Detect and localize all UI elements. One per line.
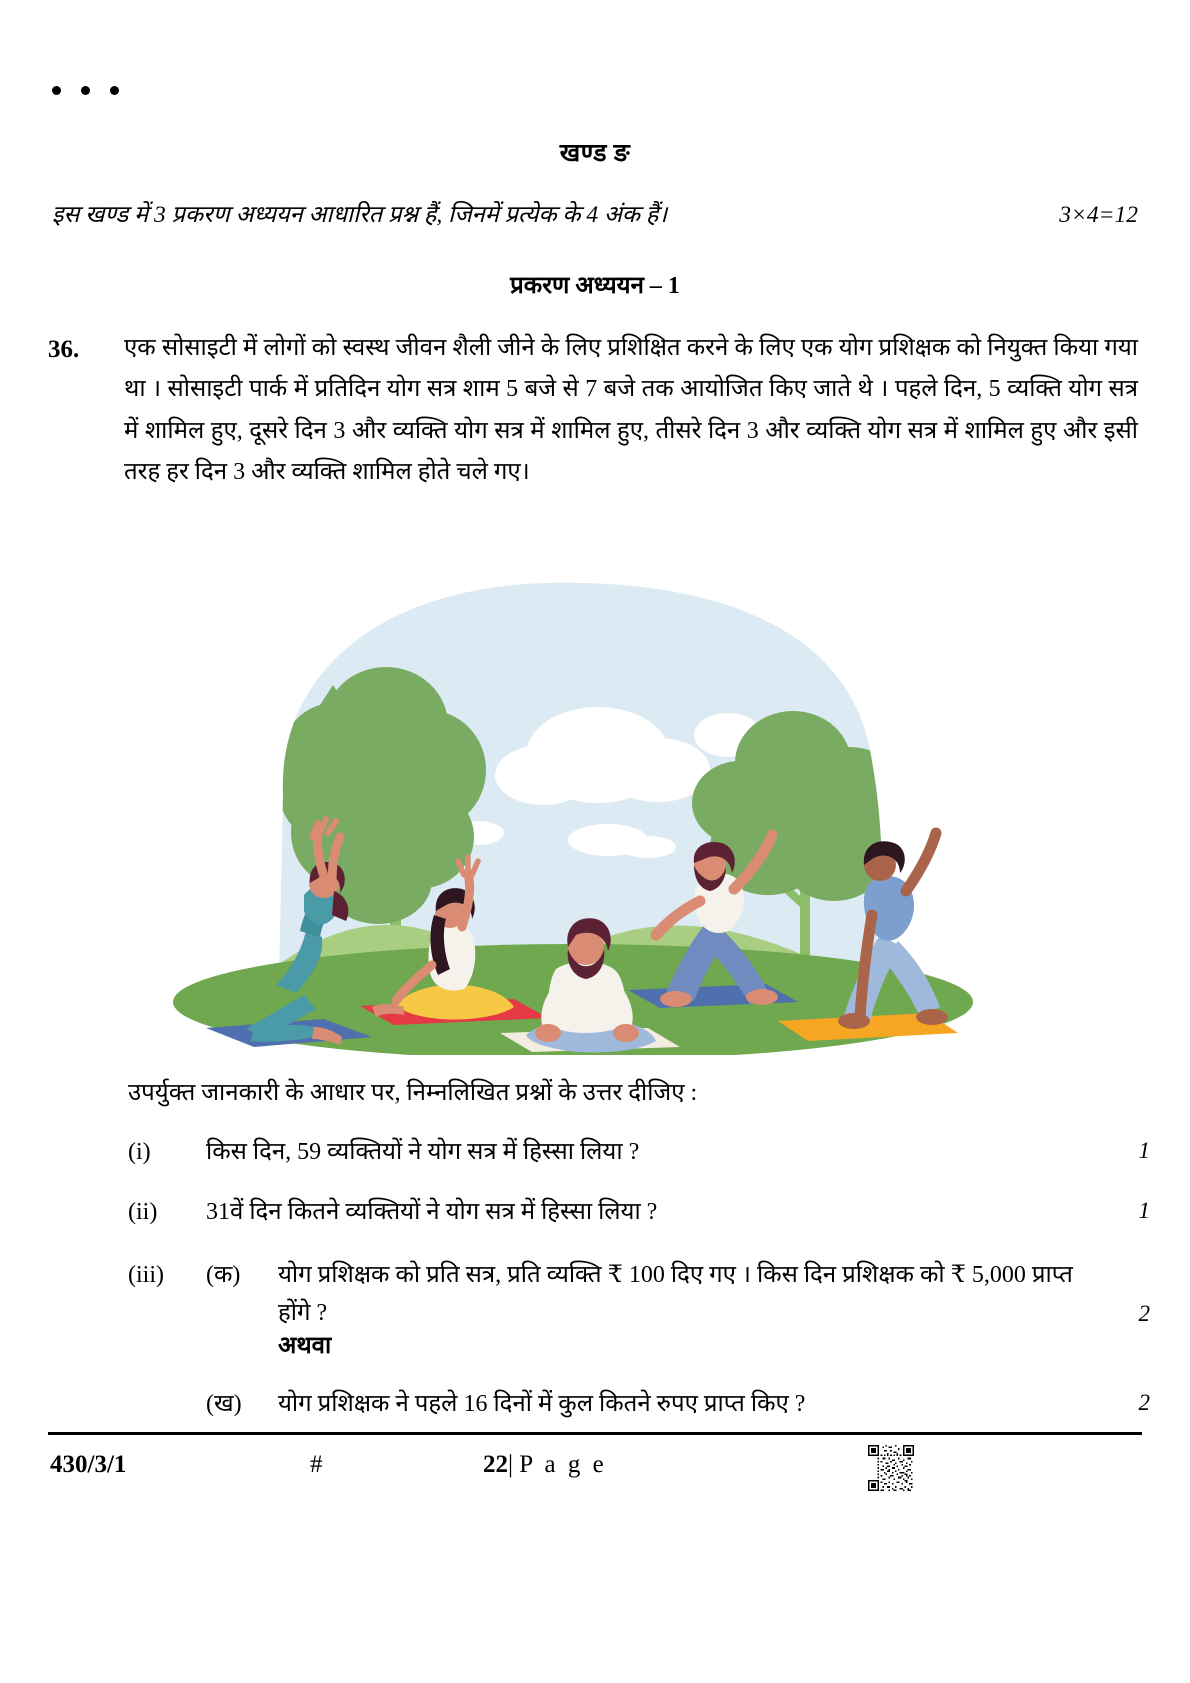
- sub-question-ii: [128, 1193, 1150, 1231]
- sub-question-text: किस दिन, 59 व्यक्तियों ने योग सत्र में हिस्सा लिया ?: [206, 1139, 640, 1165]
- question-block: [48, 328, 1138, 493]
- qr-code-icon: [868, 1445, 914, 1491]
- section-instruction-row: [52, 200, 1138, 232]
- sub-question-iii-a: [128, 1256, 1150, 1333]
- page-footer: [48, 1445, 1142, 1505]
- answer-prompt: उपर्युक्त जानकारी के आधार पर, निम्नलिखित प्रश्नों के उत्तर दीजिए :: [128, 1080, 698, 1106]
- sub-question-marks: 2: [1138, 1390, 1150, 1415]
- sub-question-text: 31वें दिन कितने व्यक्तियों ने योग सत्र में हिस्सा लिया ?: [206, 1199, 658, 1225]
- sub-question-roman: (i): [128, 1139, 151, 1165]
- section-heading: खण्ड ङ: [559, 140, 631, 167]
- marker-dot: [81, 86, 90, 95]
- sub-question-roman: (ii): [128, 1199, 158, 1225]
- sub-question-roman: (iii): [128, 1262, 164, 1288]
- sub-question-alpha: (क): [206, 1262, 241, 1288]
- page-word: P a g e: [519, 1451, 607, 1478]
- page-separator: |: [508, 1451, 514, 1478]
- section-instruction-marks: 3×4=12: [1059, 202, 1138, 228]
- question-number: 36.: [48, 336, 80, 363]
- sub-question-iii-b: [128, 1385, 1150, 1423]
- or-divider: अथवा: [278, 1333, 332, 1359]
- page-number: 22: [483, 1451, 508, 1478]
- sub-question-text: योग प्रशिक्षक ने पहले 16 दिनों में कुल कितने रुपए प्राप्त किए ?: [278, 1391, 806, 1417]
- sub-question-marks: 1: [1138, 1138, 1150, 1163]
- sub-question-text: योग प्रशिक्षक को प्रति सत्र, प्रति व्यक्ति ₹ 100 दिए गए । किस दिन प्रशिक्षक को ₹ 5,000 प्राप्त होंगे ?: [278, 1262, 1073, 1327]
- footer-hash: #: [310, 1451, 323, 1478]
- case-study-heading: प्रकरण अध्ययन – 1: [510, 273, 680, 299]
- page-indicator: [483, 1451, 607, 1479]
- sub-question-marks: 1: [1138, 1198, 1150, 1223]
- sub-question-marks: 2: [1138, 1300, 1150, 1326]
- sub-question-alpha: (ख): [206, 1391, 242, 1417]
- section-instruction-text: इस खण्ड में 3 प्रकरण अध्ययन आधारित प्रश्न हैं, जिनमें प्रत्येक के 4 अंक हैं।: [52, 202, 668, 228]
- sub-question-i: [128, 1133, 1150, 1171]
- footer-divider: [48, 1432, 1142, 1435]
- top-marker-dots: [52, 86, 119, 95]
- marker-dot: [52, 86, 61, 95]
- yoga-park-illustration: [128, 565, 1008, 1055]
- marker-dot: [110, 86, 119, 95]
- paper-code: 430/3/1: [50, 1451, 127, 1478]
- question-text: एक सोसाइटी में लोगों को स्वस्थ जीवन शैली जीने के लिए प्रशिक्षित करने के लिए एक योग प्रशिक्षक को नियुक्त किया गया था । सोसाइटी पार्क में प्रतिदिन योग सत्र शाम 5 बजे से 7 बजे तक आयोजित किए जाते थे । पहले दिन, 5 व्यक्ति योग सत्र में शामिल हुए, दूसरे दिन 3 और व्यक्ति योग सत्र में शामिल हुए, तीसरे दिन 3 और व्यक्ति योग सत्र में शामिल हुए और इसी तरह हर दिन 3 और व्यक्ति शामिल होते चले गए।: [124, 335, 1138, 485]
